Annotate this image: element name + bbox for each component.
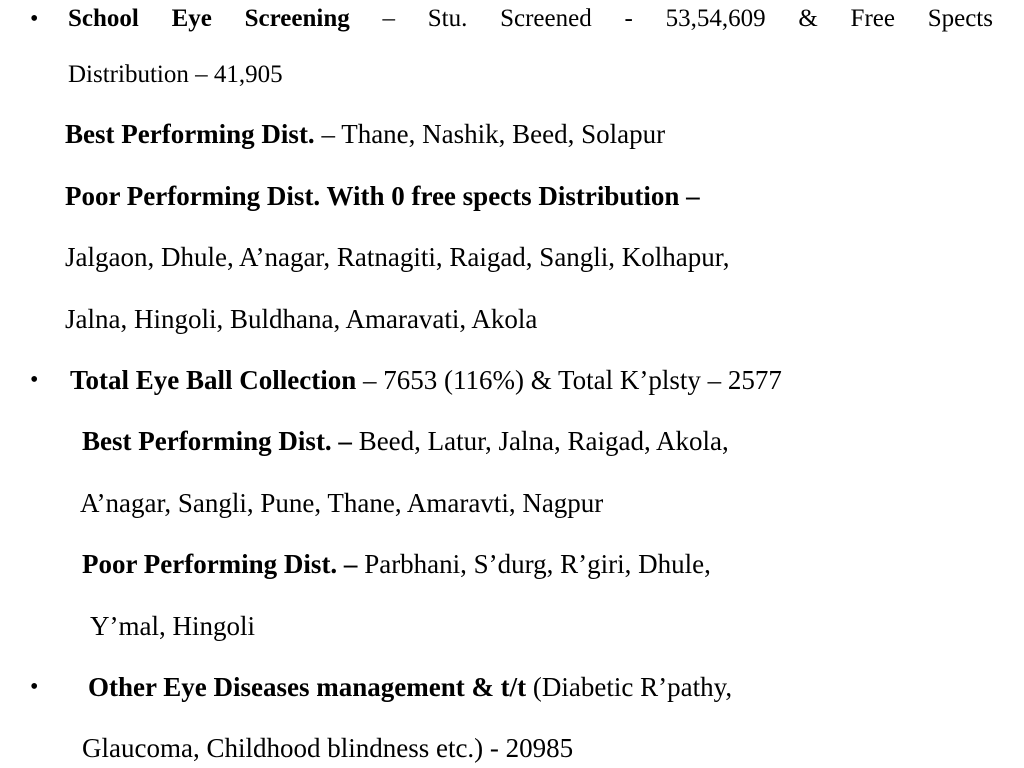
bullet-point-2: • [30, 367, 39, 393]
eye-ball-collection-stats: – 7653 (116%) & Total K’plsty – 2577 [356, 365, 782, 395]
bullet-point-1: • [30, 6, 39, 32]
eyeball-poor-districts-line-2: Y’mal, Hingoli [90, 611, 255, 641]
other-eye-diseases-line [88, 671, 732, 703]
eyeball-poor-performing-line [82, 548, 711, 580]
school-best-performing-districts: – Thane, Nashik, Beed, Solapur [314, 119, 666, 149]
eyeball-best-performing-districts: Beed, Latur, Jalna, Raigad, Akola, [351, 426, 729, 456]
school-poor-performing-label: Poor Performing Dist. With 0 free spects Distribution – [65, 181, 700, 211]
spects-distribution-line: Distribution – 41,905 [68, 61, 283, 88]
school-eye-screening-line [68, 3, 993, 35]
bullet-point-3: • [30, 674, 39, 700]
school-best-performing-label: Best Performing Dist. [65, 119, 315, 149]
eyeball-best-performing-label: Best Performing Dist. – [82, 426, 352, 456]
school-eye-screening-heading: School Eye Screening [68, 5, 350, 32]
eyeball-poor-performing-label: Poor Performing Dist. – [82, 549, 358, 579]
other-eye-diseases-details: (Diabetic R’pathy, [526, 672, 733, 702]
school-eye-screening-stats: – Stu. Screened - 53,54,609 & Free Spects [349, 5, 993, 32]
other-eye-diseases-line-2: Glaucoma, Childhood blindness etc.) - 20985 [82, 733, 574, 763]
eye-ball-collection-heading: Total Eye Ball Collection [70, 365, 357, 395]
school-poor-districts-line-2: Jalna, Hingoli, Buldhana, Amaravati, Akola [65, 304, 538, 334]
eye-ball-collection-line [70, 364, 782, 396]
eyeball-poor-performing-districts: Parbhani, S’durg, R’giri, Dhule, [357, 549, 711, 579]
school-best-performing-line [65, 118, 665, 150]
school-poor-districts-line-1: Jalgaon, Dhule, A’nagar, Ratnagiti, Raigad, Sangli, Kolhapur, [65, 242, 730, 272]
eyeball-best-districts-line-2: A’nagar, Sangli, Pune, Thane, Amaravti, Nagpur [80, 488, 604, 518]
other-eye-diseases-heading: Other Eye Diseases management & t/t [88, 672, 527, 702]
eyeball-best-performing-line [82, 425, 729, 457]
